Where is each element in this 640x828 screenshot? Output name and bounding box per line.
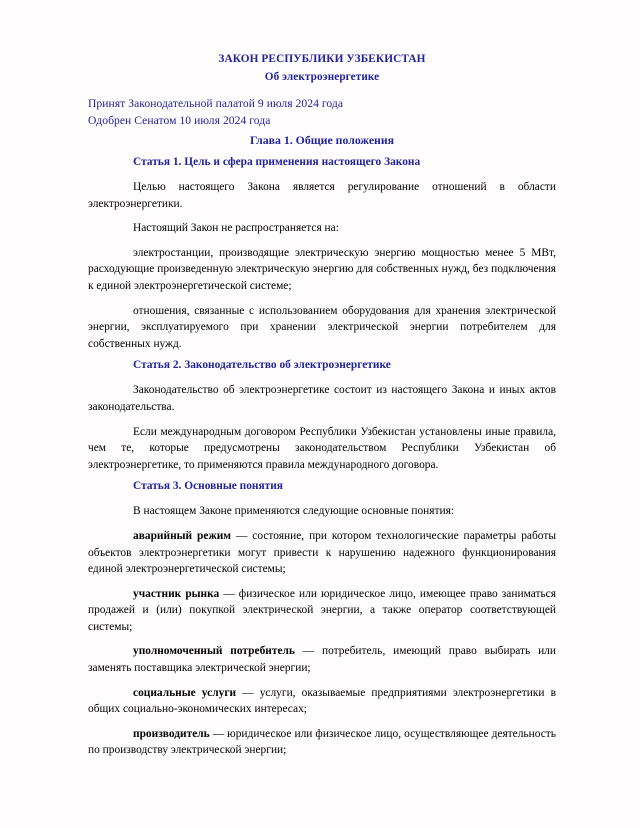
definition-term: уполномоченный потребитель — [133, 645, 295, 658]
definition-item — [88, 528, 556, 578]
article-1-paragraph-2: Настоящий Закон не распространяется на: — [133, 222, 339, 235]
chapter-heading: Глава 1. Общие положения — [249, 133, 395, 147]
definition-body: — состояние, при котором технологические параметры работы объектов электроэнергетики могут привести к нарушению надежного функционирования единой электроэнергетической системы; — [88, 529, 556, 576]
definition-item — [88, 726, 556, 759]
article-1-paragraph-4: отношения, связанные с использованием оборудования для хранения электрической энергии, эксплуатируемого при хранении электрической энергии потребителем для собственных нужд. — [88, 304, 556, 350]
article-2-heading: Статья 2. Законодательство об электроэнергетике — [133, 359, 391, 372]
definition-body: — потребитель, имеющий право выбирать или заменять поставщика электрической энергии; — [88, 645, 556, 675]
article-3-intro: В настоящем Законе применяются следующие основные понятия: — [133, 505, 455, 518]
definition-body: — услуги, оказываемые предприятиями электроэнергетики в общих социально-экономических интересах; — [88, 686, 556, 716]
document-subtitle: Об электроэнергетике — [264, 70, 380, 83]
article-1-heading: Статья 1. Цель и сфера применения настоящего Закона — [133, 156, 421, 168]
article-3-heading: Статья 3. Основные понятия — [133, 480, 283, 493]
definition-body: — юридическое или физическое лицо, осуществляющее деятельность по производству электрической энергии; — [88, 727, 556, 757]
article-1-paragraph-1: Целью настоящего Закона является регулирование отношений в области электроэнергетики. — [88, 181, 556, 210]
adoption-block — [88, 96, 556, 129]
article-2-paragraph-2: Если международным договором Республики Узбекистан установлены иные правила, чем те, которые предусмотрены законодательством Республики Узбекистан об электроэнергетике, то применяются правила международного договора. — [88, 425, 556, 471]
document-title: ЗАКОН РЕСПУБЛИКИ УЗБЕКИСТАН — [218, 53, 426, 65]
adopted-by-line: Принят Законодательной палатой 9 июля 2024 года — [88, 97, 344, 110]
definition-term: аварийный режим — [133, 529, 232, 542]
article-1-paragraph-3: электростанции, производящие электрическую энергию мощностью менее 5 МВт, расходующие произведенную электрическую энергию для собственных нужд, без подключения к единой электроэнергетической системе; — [88, 246, 556, 292]
approved-by-line: Одобрен Сенатом 10 июля 2024 года — [88, 113, 271, 127]
definition-term: социальные услуги — [133, 686, 237, 699]
definition-term: производитель — [133, 727, 210, 740]
definition-item — [88, 685, 556, 718]
definition-item — [88, 586, 556, 636]
article-2-paragraph-1: Законодательство об электроэнергетике состоит из настоящего Закона и иных актов законодательства. — [88, 384, 556, 413]
definition-body: — физическое или юридическое лицо, имеющее право заниматься продажей и (или) покупкой электрической энергии, а также оператор соответствующей системы; — [88, 587, 556, 633]
definition-term: участник рынка — [133, 587, 220, 600]
definition-item — [88, 643, 556, 676]
